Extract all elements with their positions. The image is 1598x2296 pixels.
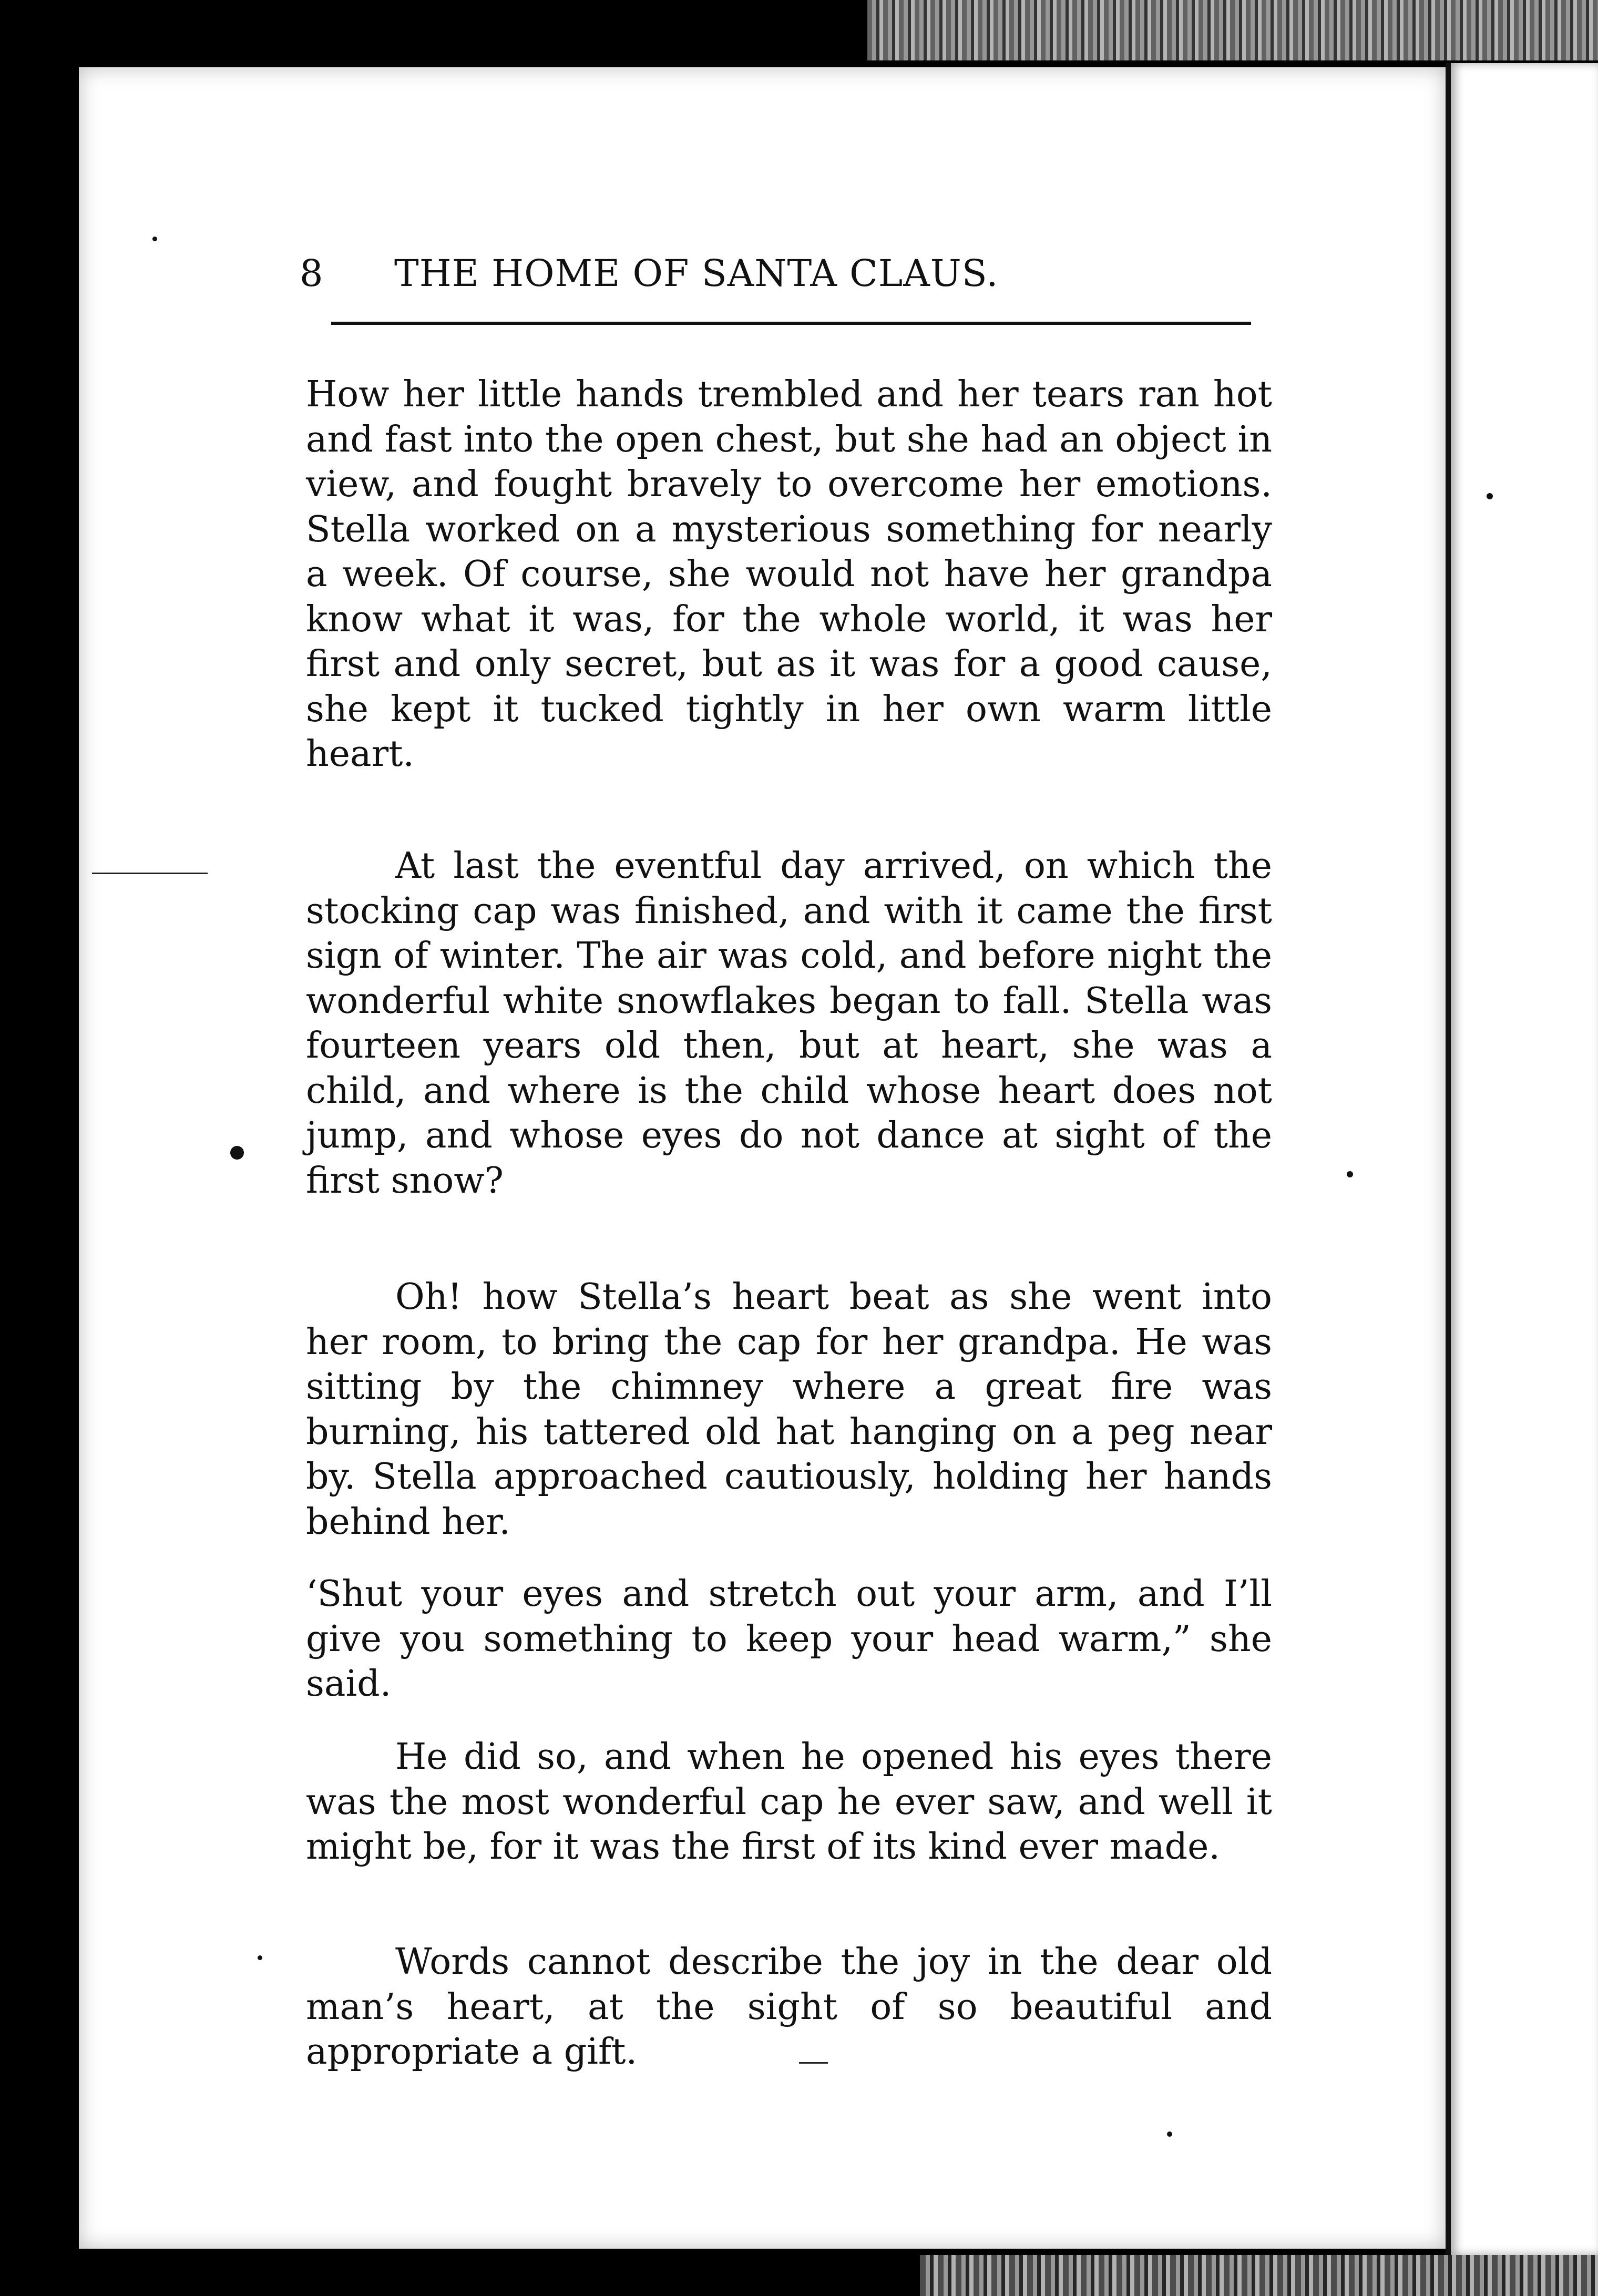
paragraph-3: Oh! how Stella’s heart beat as she went into her room, to bring the cap for her grandpa. He was sitting by the chimney where a great fire was burning, his tattered old hat hanging on a peg near by. Stella approached cautiously, holding her hands behind her. <box>306 1276 1272 1543</box>
paragraph-2: At last the eventful day arrived, on which the stocking cap was finished, and with it came the first sign of winter. The air was cold, and before night the wonderful white snowflakes began to fall. Stella was fourteen years old then, but at heart, she was a child, and where is the child whose heart does not jump, and whose eyes do not dance at sight of the first snow? <box>306 845 1272 1202</box>
scan-mark <box>799 2062 828 2064</box>
paragraph-1: How her little hands trembled and her tears ran hot and fast into the open chest, but she had an object in view, and fought bravely to overcome her emotions. Stella worked on a mysterious something for nearly a week. Of course, she would not have her grandpa know what it was, for the whole world, it was her first and only secret, but as it was for a good cause, she kept it tucked tightly in her own warm little heart. <box>306 374 1272 775</box>
running-title: THE HOME OF SANTA CLAUS. <box>394 252 999 295</box>
scan-speck <box>1347 1171 1353 1177</box>
paragraph-5: He did so, and when he opened his eyes there was the most wonderful cap he ever saw, and well it might be, for it was the first of its kind ever made. <box>306 1736 1272 1868</box>
scan-speck <box>258 1955 262 1960</box>
header-rule <box>331 322 1251 325</box>
page-gutter-shadow <box>1446 63 1451 2255</box>
scan-speck <box>1487 493 1493 499</box>
page-number: 8 <box>300 252 323 295</box>
scan-speck <box>152 237 157 241</box>
running-header <box>300 252 1251 294</box>
adjacent-page-strip <box>1451 63 1598 2255</box>
scan-mark <box>92 873 208 874</box>
scan-speck <box>1167 2131 1172 2137</box>
scan-speck <box>230 1146 244 1160</box>
paragraph-6: Words cannot describe the joy in the dear old man’s heart, at the sight of so beautiful and appropriate a gift. <box>306 1941 1272 2073</box>
scan-edge-bottom <box>920 2255 1598 2296</box>
paragraph-4: ‘Shut your eyes and stretch out your arm, and I’ll give you something to keep your head warm,” she said. <box>306 1573 1272 1705</box>
scan-edge-top <box>867 0 1598 60</box>
